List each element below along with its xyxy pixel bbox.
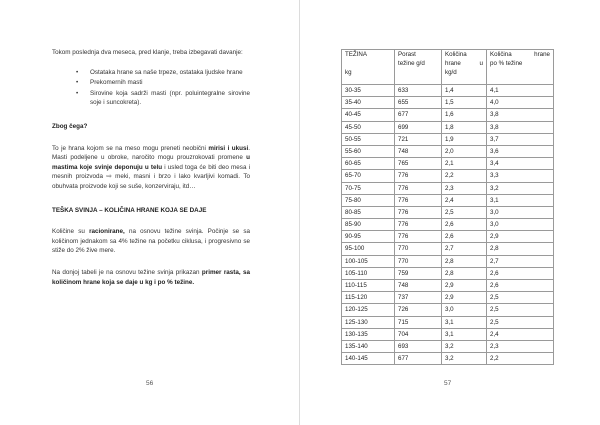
section-text-1: Količine su — [52, 228, 90, 236]
feed-kg-cell: 2,1 — [442, 158, 487, 170]
feed-kg-cell: 2,6 — [442, 219, 487, 231]
avoid-list — [52, 68, 250, 108]
feed-pct-cell: 2,8 — [487, 243, 554, 255]
growth-cell: 776 — [395, 206, 442, 218]
section-paragraph — [52, 227, 250, 256]
feed-pct-cell: 2,6 — [487, 267, 554, 279]
feed-kg-cell: 1,8 — [442, 121, 487, 133]
why-bold-2: u mastima koje svinje deponuju u telu — [52, 154, 250, 171]
section-bold-1: racionirane, — [89, 228, 125, 236]
table-row — [342, 231, 554, 243]
table-row — [342, 304, 554, 316]
table-row — [342, 206, 554, 218]
why-heading: Zbog čega? — [52, 122, 88, 130]
header-feed-pct-line1 — [490, 50, 550, 59]
why-text-2: . Masti podeljene u obroke, naročito mogu prouzrokovati promene — [52, 144, 250, 162]
feed-kg-cell: 2,3 — [442, 182, 487, 194]
header-feed-kg-line3: kg/d — [445, 69, 457, 76]
header-weight — [342, 50, 395, 85]
avoid-list-item: • Sirovine koja sadrži masti (npr. poluintegralne sirovine soje i suncokreta). — [90, 89, 250, 108]
table-row — [342, 340, 554, 352]
table-intro-text: Na donjoj tabeli je na osnovu težine svinja prikazan — [52, 268, 202, 276]
feed-kg-cell: 3,1 — [442, 316, 487, 328]
table-row — [342, 243, 554, 255]
feed-pct-cell: 2,3 — [487, 340, 554, 352]
weight-cell: 100-105 — [342, 255, 395, 267]
feed-kg-cell: 3,0 — [442, 304, 487, 316]
avoid-list-item: • Prekomernih masti — [90, 78, 250, 88]
weight-cell: 90-95 — [342, 231, 395, 243]
feed-kg-cell: 2,9 — [442, 292, 487, 304]
feed-pct-cell: 4,0 — [487, 97, 554, 109]
page-number-right: 57 — [444, 380, 452, 387]
header-weight-line2: kg — [345, 69, 352, 76]
header-weight-line1: TEŽINA — [345, 51, 368, 58]
growth-cell: 633 — [395, 85, 442, 97]
growth-cell: 748 — [395, 280, 442, 292]
feed-kg-cell: 3,2 — [442, 340, 487, 352]
growth-cell: 655 — [395, 97, 442, 109]
feed-pct-cell: 3,0 — [487, 206, 554, 218]
feed-pct-cell: 3,8 — [487, 121, 554, 133]
feed-pct-cell: 2,5 — [487, 292, 554, 304]
feed-kg-cell: 2,6 — [442, 231, 487, 243]
header-growth-line1: Porast — [398, 51, 416, 58]
weight-cell: 120-125 — [342, 304, 395, 316]
table-row — [342, 280, 554, 292]
growth-cell: 693 — [395, 340, 442, 352]
feed-pct-cell: 3,6 — [487, 145, 554, 157]
feed-pct-cell: 2,7 — [487, 255, 554, 267]
growth-cell: 677 — [395, 353, 442, 365]
table-row — [342, 353, 554, 365]
table-row — [342, 182, 554, 194]
growth-cell: 776 — [395, 170, 442, 182]
growth-cell: 677 — [395, 109, 442, 121]
growth-cell: 699 — [395, 121, 442, 133]
weight-cell: 35-40 — [342, 97, 395, 109]
table-row — [342, 97, 554, 109]
feed-pct-cell: 2,5 — [487, 304, 554, 316]
table-row — [342, 121, 554, 133]
growth-cell: 704 — [395, 328, 442, 340]
page-number-left: 56 — [146, 380, 154, 387]
growth-cell: 748 — [395, 145, 442, 157]
table-row — [342, 158, 554, 170]
table-row — [342, 219, 554, 231]
feed-kg-cell: 2,4 — [442, 194, 487, 206]
why-paragraph — [52, 144, 250, 192]
growth-cell: 770 — [395, 243, 442, 255]
weight-cell: 40-45 — [342, 109, 395, 121]
growth-cell: 726 — [395, 304, 442, 316]
table-header-row — [342, 50, 554, 85]
feed-kg-cell: 2,2 — [442, 170, 487, 182]
feed-pct-cell: 3,2 — [487, 182, 554, 194]
growth-cell: 776 — [395, 194, 442, 206]
table-intro-bold: primer rasta, sa količinom hrane koja se daje u kg i po % težine. — [52, 268, 250, 286]
feed-kg-cell: 2,8 — [442, 267, 487, 279]
weight-cell: 60-65 — [342, 158, 395, 170]
table-row — [342, 170, 554, 182]
header-growth-line2: težine g/d — [398, 60, 425, 67]
table-row — [342, 255, 554, 267]
feed-kg-cell: 2,7 — [442, 243, 487, 255]
table-row — [342, 194, 554, 206]
header-feed-pct — [487, 50, 554, 85]
table-row — [342, 133, 554, 145]
growth-cell: 776 — [395, 182, 442, 194]
table-row — [342, 328, 554, 340]
growth-cell: 776 — [395, 231, 442, 243]
feed-pct-cell: 3,4 — [487, 158, 554, 170]
table-intro-paragraph — [52, 268, 250, 287]
feed-kg-cell: 2,9 — [442, 280, 487, 292]
header-feed-pct-line2: po % težine — [490, 60, 523, 67]
feed-kg-cell: 1,9 — [442, 133, 487, 145]
growth-cell: 759 — [395, 267, 442, 279]
feed-pct-cell: 4,1 — [487, 85, 554, 97]
left-page-content — [52, 48, 250, 287]
weight-cell: 105-110 — [342, 267, 395, 279]
feed-kg-cell: 2,8 — [442, 255, 487, 267]
growth-cell: 737 — [395, 292, 442, 304]
table-row — [342, 145, 554, 157]
feed-pct-cell: 3,7 — [487, 133, 554, 145]
section-text-2: na osnovu težine svinja. Počinje se sa količinom jednakom sa 4% težine na početku ciklusa, i progresivno se stiže do 2% žive mere. — [52, 228, 250, 255]
weight-cell: 80-85 — [342, 206, 395, 218]
weight-cell: 125-130 — [342, 316, 395, 328]
feed-pct-cell: 2,4 — [487, 328, 554, 340]
weight-cell: 140-145 — [342, 353, 395, 365]
weight-cell: 85-90 — [342, 219, 395, 231]
feed-pct-cell: 2,6 — [487, 280, 554, 292]
header-feed-kg-word-a: hrane — [445, 60, 461, 67]
growth-cell: 770 — [395, 255, 442, 267]
feed-pct-cell: 3,1 — [487, 194, 554, 206]
weight-cell: 50-55 — [342, 133, 395, 145]
growth-cell: 776 — [395, 219, 442, 231]
weight-cell: 115-120 — [342, 292, 395, 304]
feed-pct-cell: 3,3 — [487, 170, 554, 182]
feed-kg-cell: 2,0 — [442, 145, 487, 157]
feeding-table — [341, 49, 554, 365]
table-body — [342, 85, 554, 365]
growth-cell: 715 — [395, 316, 442, 328]
feed-kg-cell: 3,2 — [442, 353, 487, 365]
table-row — [342, 85, 554, 97]
feed-kg-cell: 2,5 — [442, 206, 487, 218]
header-feed-kg-line2 — [445, 59, 483, 68]
growth-cell: 765 — [395, 158, 442, 170]
table-row — [342, 316, 554, 328]
weight-cell: 70-75 — [342, 182, 395, 194]
feed-kg-cell: 3,1 — [442, 328, 487, 340]
feed-kg-cell: 1,6 — [442, 109, 487, 121]
weight-cell: 95-100 — [342, 243, 395, 255]
weight-cell: 130-135 — [342, 328, 395, 340]
feed-pct-cell: 2,2 — [487, 353, 554, 365]
intro-paragraph: Tokom poslednja dva meseca, pred klanje, treba izbegavati davanje: — [52, 49, 243, 56]
why-bold-1: mirisi i ukusi — [208, 144, 249, 152]
feed-pct-cell: 3,0 — [487, 219, 554, 231]
avoid-list-item: • Ostataka hrane sa naše trpeze, ostataka ljudske hrane — [90, 68, 250, 78]
header-feed-kg — [442, 50, 487, 85]
weight-cell: 55-60 — [342, 145, 395, 157]
feed-pct-cell: 3,8 — [487, 109, 554, 121]
section-heading: TEŠKA SVINJA – KOLIČINA HRANE KOJA SE DAJE — [52, 206, 207, 214]
feed-pct-cell: 2,5 — [487, 316, 554, 328]
weight-cell: 45-50 — [342, 121, 395, 133]
header-feed-kg-word-b: u — [479, 60, 483, 67]
growth-cell: 721 — [395, 133, 442, 145]
header-feed-pct-word-b: hrane — [534, 51, 550, 58]
weight-cell: 135-140 — [342, 340, 395, 352]
feed-pct-cell: 2,9 — [487, 231, 554, 243]
header-feed-pct-word-a: Količina — [490, 51, 512, 58]
table-row — [342, 109, 554, 121]
why-text-1: To je hrana kojom se na meso mogu preneti neobični — [52, 144, 209, 152]
header-growth — [395, 50, 442, 85]
feed-kg-cell: 1,5 — [442, 97, 487, 109]
feed-kg-cell: 1,4 — [442, 85, 487, 97]
weight-cell: 110-115 — [342, 280, 395, 292]
header-feed-kg-line1: Količina — [445, 51, 467, 58]
why-text-3: i usled toga će biti deo mesa i mesnih proizvoda ⇨ meki, masni i brzo i lako kvarljivi komadi. To obuhvata proizvode koji se suše, konzerviraju, itd… — [52, 163, 250, 190]
table-row — [342, 292, 554, 304]
table-row — [342, 267, 554, 279]
weight-cell: 30-35 — [342, 85, 395, 97]
weight-cell: 65-70 — [342, 170, 395, 182]
weight-cell: 75-80 — [342, 194, 395, 206]
